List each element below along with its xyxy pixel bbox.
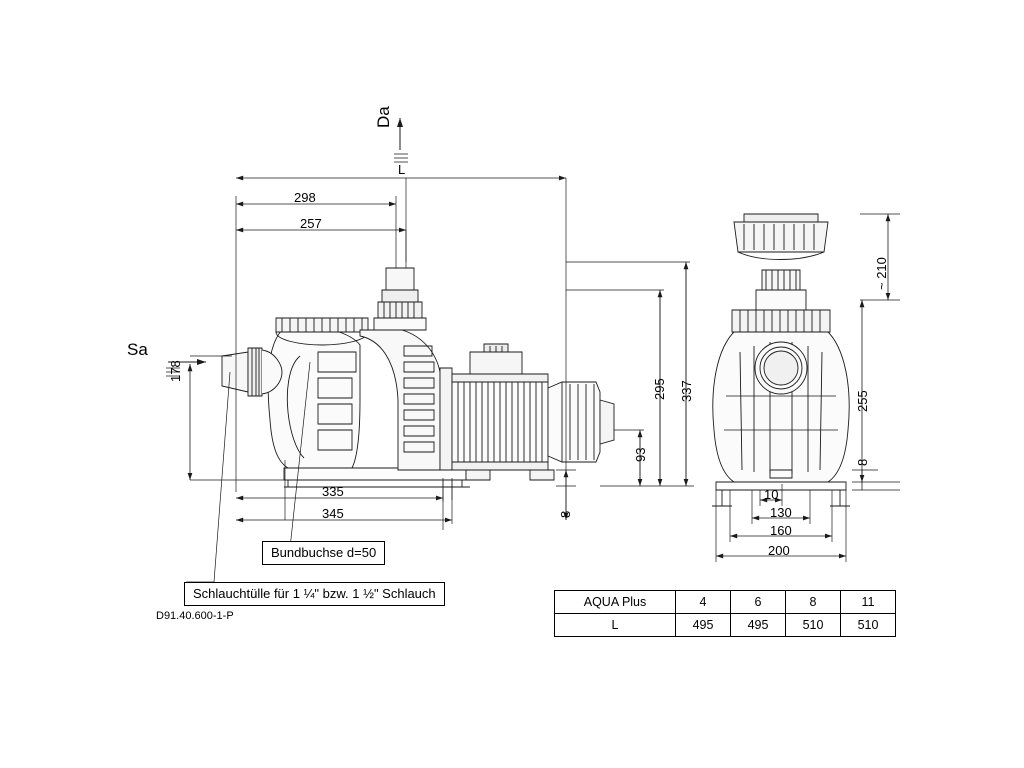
table-cell-model-8: 8 — [786, 591, 841, 614]
dim-8-right-view: 8 — [855, 458, 870, 466]
table-cell-model-4: 4 — [676, 591, 731, 614]
dim-130: 130 — [770, 505, 792, 520]
dim-178: 178 — [168, 360, 183, 382]
dim-10: 10 — [764, 487, 779, 502]
suction-port-label: Sa — [127, 340, 148, 359]
table-cell-model-11: 11 — [841, 591, 896, 614]
dim-160: 160 — [770, 523, 792, 538]
table-cell-model-6: 6 — [731, 591, 786, 614]
dim-200: 200 — [768, 543, 790, 558]
dim-335: 335 — [322, 484, 344, 499]
dim-298: 298 — [294, 190, 316, 205]
table-cell-L-4: 495 — [676, 614, 731, 637]
drawing-number: D91.40.600-1-P — [156, 610, 234, 622]
dim-345: 345 — [322, 506, 344, 521]
dim-8-left-view: 8 — [558, 510, 573, 518]
dim-93: 93 — [633, 447, 648, 462]
table-row — [555, 591, 896, 614]
dim-295: 295 — [652, 378, 667, 400]
table-cell-L-6: 495 — [731, 614, 786, 637]
model-length-table — [554, 590, 896, 637]
dim-210: ~ 210 — [874, 257, 889, 290]
dim-255: 255 — [855, 390, 870, 412]
note-bundbuchse: Bundbuchse d=50 — [262, 541, 385, 565]
table-row — [555, 614, 896, 637]
discharge-port-label: Da — [374, 106, 393, 128]
dim-337: 337 — [679, 380, 694, 402]
table-cell-model-label: AQUA Plus — [555, 591, 676, 614]
dim-overall-L: L — [398, 162, 406, 177]
note-schlauchtuelle: Schlauchtülle für 1 ¼" bzw. 1 ½" Schlauch — [184, 582, 445, 606]
table-cell-L-label: L — [555, 614, 676, 637]
dim-257: 257 — [300, 216, 322, 231]
table-cell-L-8: 510 — [786, 614, 841, 637]
table-cell-L-11: 510 — [841, 614, 896, 637]
